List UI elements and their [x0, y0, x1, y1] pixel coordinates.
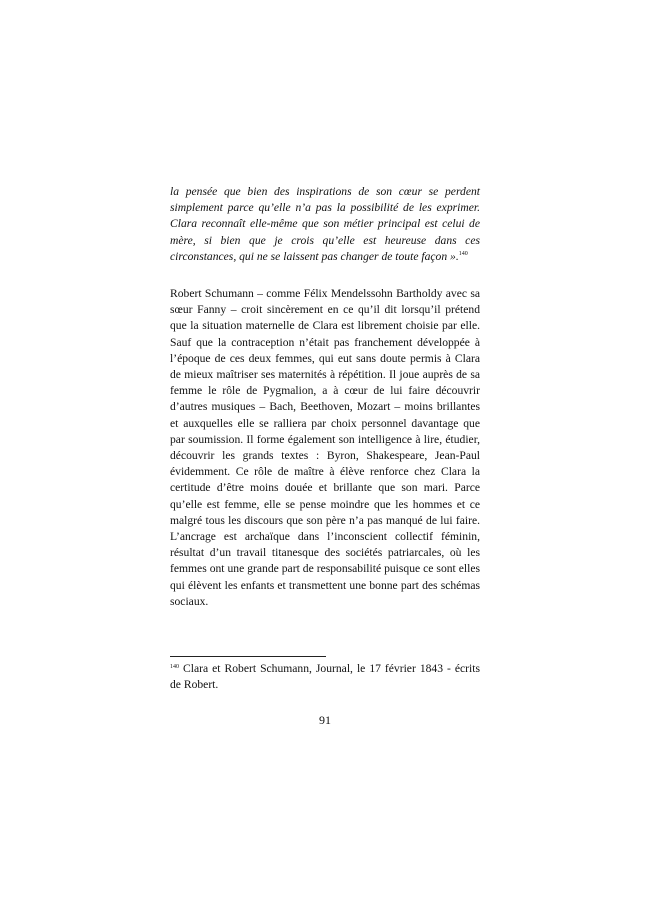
- footnote: [170, 661, 480, 693]
- footnote-separator: [170, 656, 326, 657]
- footnote-number: 140: [170, 664, 179, 670]
- footnote-text: Clara et Robert Schumann, Journal, le 17 février 1843 - écrits de Robert.: [170, 662, 480, 692]
- body-paragraph: Robert Schumann – comme Félix Mendelssohn Bartholdy avec sa sœur Fanny – croit sincèrement en ce qu’il dit lorsqu’il prétend que la situation maternelle de Clara est librement choisie par elle. Sauf que la contraception n’était pas franchement développée à l’époque de ces deux femmes, qui eut sans doute permis à Clara de mieux maîtriser ses maternités à répétition. Il joue auprès de sa femme le rôle de Pygmalion, a à cœur de lui faire découvrir d’autres musiques – Bach, Beethoven, Mozart – moins brillantes et auxquelles elle se ralliera par choix personnel davantage que par soumission. Il forme également son intelligence à lire, étudier, découvrir les grands textes : Byron, Shakespeare, Jean-Paul évidemment. Ce rôle de maître à élève renforce chez Clara la certitude d’être moins douée et brillante que son mari. Parce qu’elle est femme, elle se pense moindre que les hommes et ce malgré tous les discours que son père n’a pas manqué de lui faire. L’ancrage est archaïque dans l’inconscient collectif féminin, résultat d’un travail titanesque des sociétés patriarcales, où les femmes ont une grande part de responsabilité puisque ce sont elles qui élèvent les enfants et transmettent une bonne part des schémas sociaux.: [170, 287, 480, 608]
- page-number: 91: [319, 713, 331, 727]
- italic-quote: [170, 184, 480, 265]
- quote-text: la pensée que bien des inspirations de son cœur se perdent simplement parce qu’elle n’a pas la possibilité de les exprimer. Clara reconnaît elle-même que son métier principal est celui de mère, si bien que je crois qu’elle est heureuse dans ces circonstances, qui ne se laissent pas changer de toute façon ».: [170, 185, 480, 263]
- footnote-reference: 140: [458, 250, 468, 257]
